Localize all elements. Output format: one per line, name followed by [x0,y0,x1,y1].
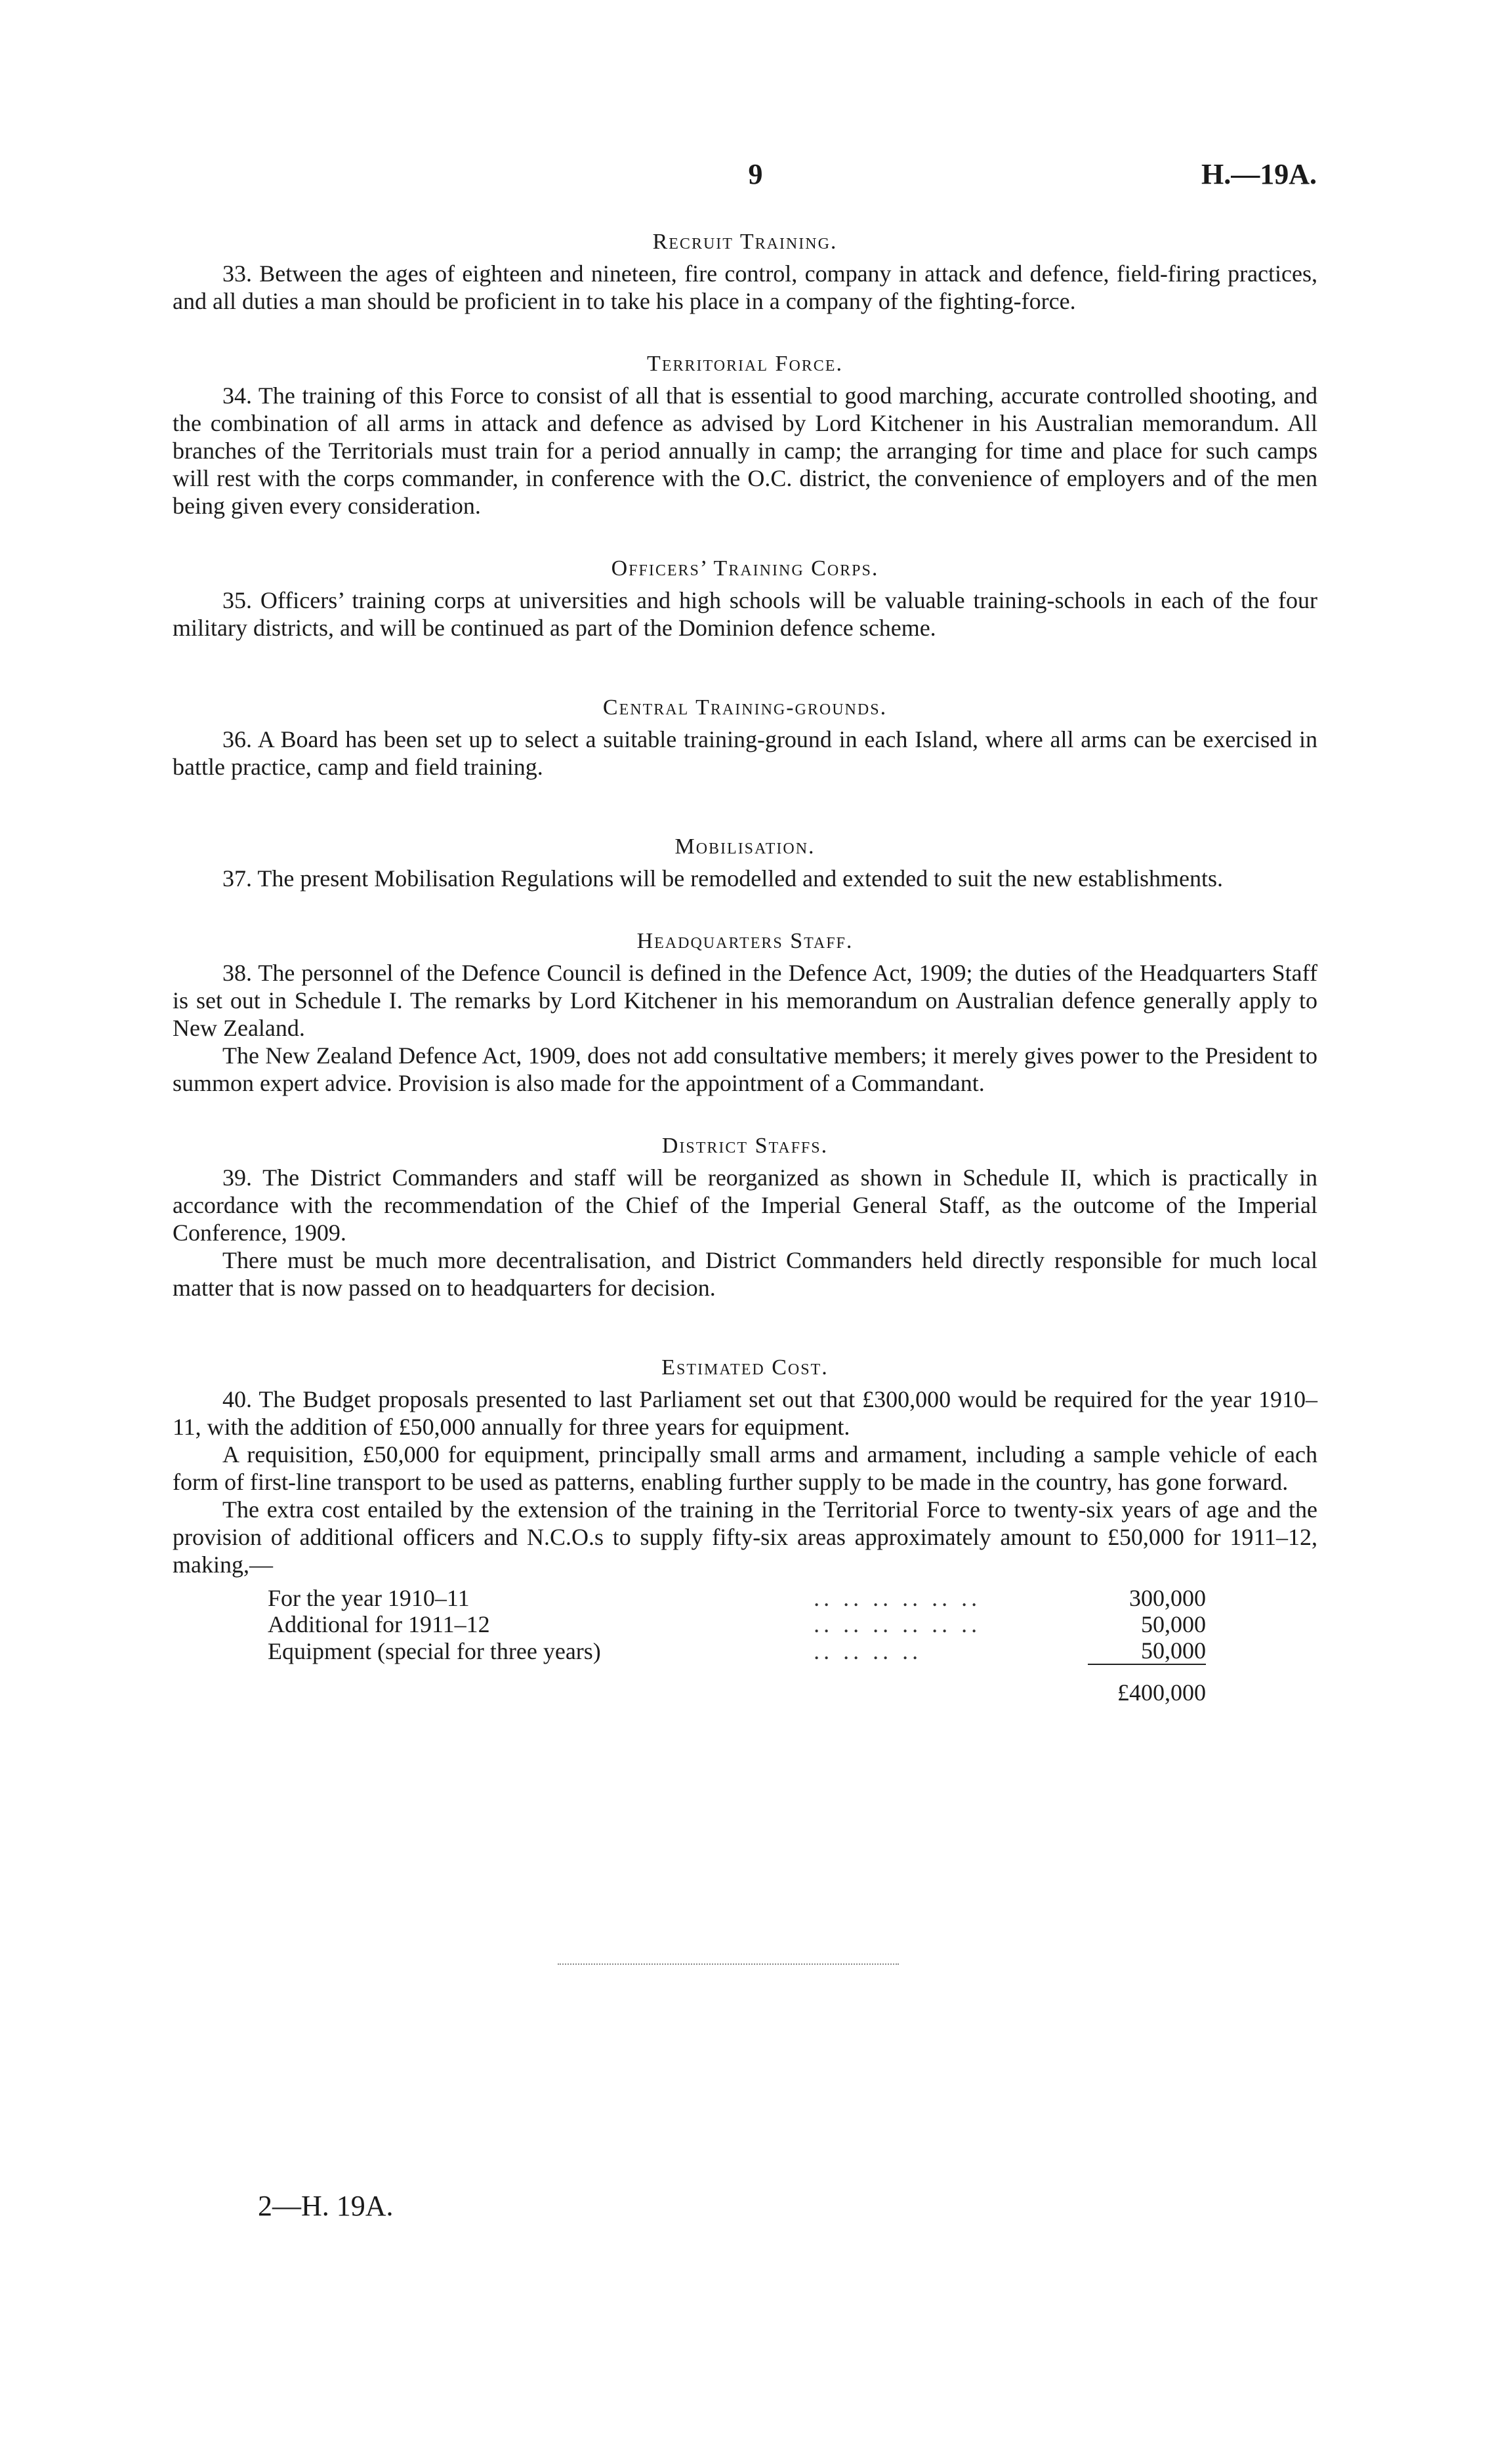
section-headquarters-staff [173,928,1317,1097]
section-territorial-force [173,350,1317,520]
table-row [268,1585,1206,1611]
section-heading: District Staffs. [661,1134,829,1158]
paragraph-40-extra-cost: The extra cost entailed by the extension of the training in the Territorial Force to twenty-six years of age and the provision of additional officers and N.C.O.s to supply fifty-six areas approximately amount to £50,000 for 1911–12, making,— [173,1496,1317,1578]
section-district-staffs [173,1132,1317,1302]
section-officers-training-corps [173,555,1317,642]
section-central-training-grounds [173,694,1317,781]
table-row [268,1611,1206,1637]
section-heading: Central Training-grounds. [602,695,888,720]
paragraph-34: 34. The training of this Force to consist of all that is essential to good marching, accurate controlled shooting, and the combination of all arms in attack and defence as advised by Lord Kitchener in his Australian memorandum. All branches of the Territorials must train for a period annually in camp; the arranging for time and place for such camps will rest with the corps commander, in conference with the O.C. district, the convenience of employers and of the men being given every consideration. [173,382,1317,519]
paragraph-36: 36. A Board has been set up to select a suitable training-ground in each Island, where all arms can be exercised in battle practice, camp and field training. [173,726,1317,780]
section-estimated-cost [173,1354,1317,1706]
page-number: 9 [748,158,763,190]
leader-dots: .. .. .. .. .. .. [814,1611,982,1637]
paragraph-38-continued: The New Zealand Defence Act, 1909, does not add consultative members; it merely gives power to the President to summon expert advice. Provision is also made for the appointment of a Commandant. [173,1042,1317,1096]
paragraph-40-requisition: A requisition, £50,000 for equipment, principally small arms and armament, including a sample vehicle of each form of first-line transport to be used as patterns, enabling further supply to be made in the country, has gone forward. [173,1441,1317,1495]
paragraph-39: 39. The District Commanders and staff will be reorganized as shown in Schedule II, which is practically in accordance with the recommendation of the Chief of the Imperial General Staff, as the outcome of the Imperial Conference, 1909. [173,1164,1317,1246]
total-row [268,1664,1206,1706]
cost-table [268,1585,1206,1706]
document-reference: H.—19A. [1201,158,1317,190]
cost-amount: 50,000 [1141,1611,1206,1637]
cost-amount: 300,000 [1129,1585,1206,1611]
section-heading: Headquarters Staff. [636,929,854,953]
section-heading: Officers’ Training Corps. [611,556,879,581]
cost-label: Additional for 1911–12 [268,1611,490,1637]
paragraph-37: 37. The present Mobilisation Regulations will be remodelled and extended to suit the new establishments. [222,865,1224,892]
page-footer: 2—H. 19A. [258,2190,394,2222]
section-heading: Recruit Training. [652,230,838,254]
dotted-divider [558,1963,899,1965]
section-mobilisation [173,833,1317,892]
section-recruit-training [173,228,1317,315]
cost-label: Equipment (special for three years) [268,1637,601,1664]
section-heading: Territorial Force. [647,352,843,376]
paragraph-35: 35. Officers’ training corps at universities and high schools will be valuable training-schools in each of the four military districts, and will be continued as part of the Dominion defence scheme. [173,587,1317,641]
cost-total: £400,000 [1088,1664,1206,1706]
section-heading: Mobilisation. [674,834,816,859]
leader-dots: .. .. .. .. .. .. [814,1585,982,1611]
cost-amount: 50,000 [1141,1637,1206,1664]
document-body [173,228,1317,1741]
paragraph-33: 33. Between the ages of eighteen and nineteen, fire control, company in attack and defence, field-firing practices, and all duties a man should be proficient in to take his place in a company of the fighting-force. [173,260,1317,314]
section-heading: Estimated Cost. [661,1355,829,1380]
paragraph-38: 38. The personnel of the Defence Council is defined in the Defence Act, 1909; the duties of the Headquarters Staff is set out in Schedule I. The remarks by Lord Kitchener in his memorandum on Australian defence generally apply to New Zealand. [173,960,1317,1041]
leader-dots: .. .. .. .. [814,1637,922,1664]
paragraph-40: 40. The Budget proposals presented to last Parliament set out that £300,000 would be required for the year 1910–11, with the addition of £50,000 annually for three years for equipment. [173,1386,1317,1440]
cost-label: For the year 1910–11 [268,1585,470,1611]
table-row [268,1637,1206,1664]
paragraph-39-continued: There must be much more decentralisation, and District Commanders held directly responsible for much local matter that is now passed on to headquarters for decision. [173,1247,1317,1301]
